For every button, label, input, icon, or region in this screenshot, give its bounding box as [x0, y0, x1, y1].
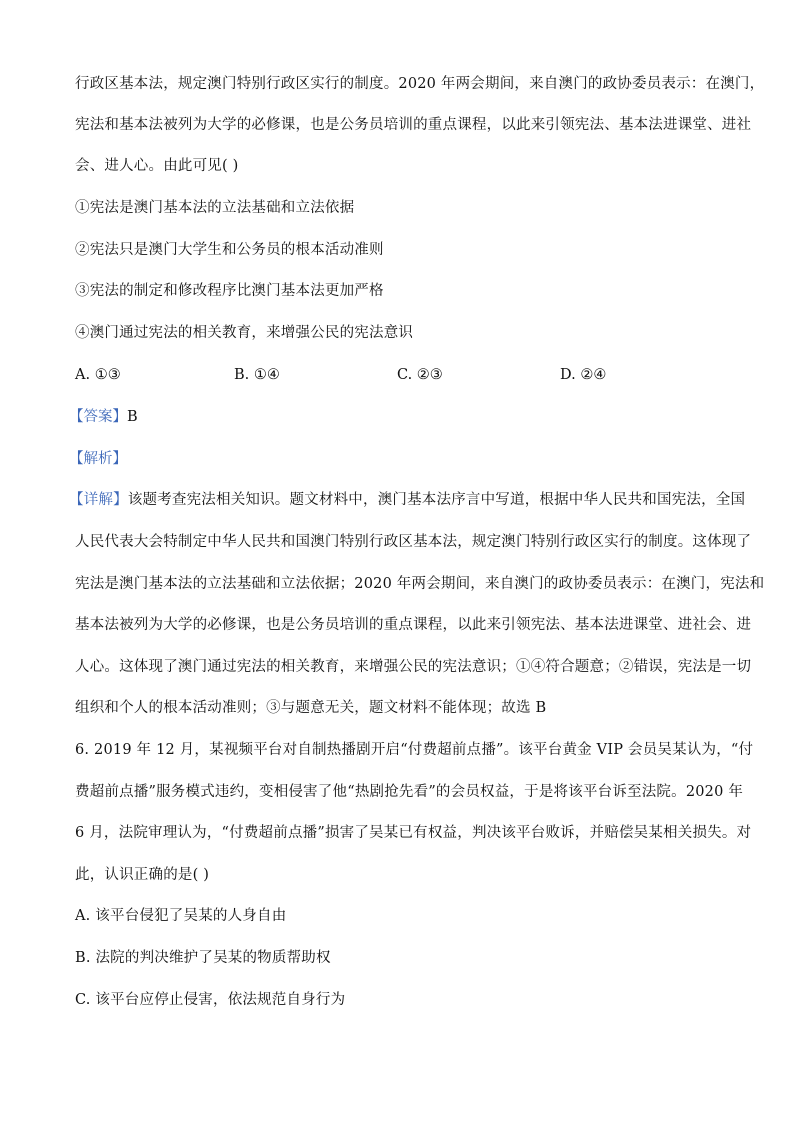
answer-value: B	[127, 409, 138, 425]
q6-option-b: B. 法院的判决维护了吴某的物质帮助权	[75, 950, 331, 966]
analysis-tag: 【解析】	[69, 451, 127, 467]
q5-statement-2: ②宪法只是澳门大学生和公务员的根本活动准则	[75, 242, 384, 258]
q5-statement-1: ①宪法是澳门基本法的立法基础和立法依据	[75, 200, 355, 216]
q6-line-2: 费超前点播”服务模式违约，变相侵害了他“热剧抢先看”的会员权益，于是将该平台诉至法院。2020 年	[75, 784, 744, 800]
detail-text-1: 该题考查宪法相关知识。题文材料中，澳门基本法序言中写道，根据中华人民共和国宪法，全国	[127, 492, 746, 508]
q5-statement-3: ③宪法的制定和修改程序比澳门基本法更加严格	[75, 283, 384, 299]
q6-line-3: 6 月，法院审理认为，“付费超前点播”损害了吴某已有权益，判决该平台败诉，并赔偿吴某相关损失。对	[75, 825, 752, 841]
q6-option-a: A. 该平台侵犯了吴某的人身自由	[75, 908, 287, 924]
q5-statement-4: ④澳门通过宪法的相关教育，来增强公民的宪法意识	[75, 325, 414, 341]
q6-option-c: C. 该平台应停止侵害，依法规范自身行为	[75, 992, 346, 1008]
detail-line-4: 基本法被列为大学的必修课，也是公务员培训的重点课程，以此来引领宪法、基本法进课堂、进社会、进	[75, 617, 752, 633]
q5-option-c: C. ②③	[397, 367, 443, 383]
detail-line-3: 宪法是澳门基本法的立法基础和立法依据；2020 年两会期间，来自澳门的政协委员表示：在澳门，宪法和	[75, 576, 765, 592]
answer-line	[69, 407, 138, 427]
detail-line-1	[69, 490, 746, 510]
answer-tag: 【答案】	[69, 409, 127, 425]
q5-line-2: 宪法和基本法被列为大学的必修课，也是公务员培训的重点课程，以此来引领宪法、基本法进课堂、进社	[75, 117, 752, 133]
q6-line-4: 此，认识正确的是( )	[75, 867, 210, 883]
q5-line-3: 会、进人心。由此可见( )	[75, 158, 239, 174]
detail-tag: 【详解】	[69, 492, 128, 508]
q5-option-d: D. ②④	[560, 367, 607, 383]
q6-line-1: 6. 2019 年 12 月，某视频平台对自制热播剧开启“付费超前点播”。该平台黄金 VIP 会员吴某认为，“付	[75, 742, 754, 758]
q5-option-b: B. ①④	[234, 367, 280, 383]
q5-line-1: 行政区基本法，规定澳门特别行政区实行的制度。2020 年两会期间，来自澳门的政协委员表示：在澳门，	[75, 76, 765, 92]
detail-line-6: 组织和个人的根本活动准则；③与题意无关，题文材料不能体现；故选 B	[75, 700, 547, 716]
detail-line-2: 人民代表大会特制定中华人民共和国澳门特别行政区基本法，规定澳门特别行政区实行的制度。这体现了	[75, 534, 752, 550]
detail-line-5: 人心。这体现了澳门通过宪法的相关教育，来增强公民的宪法意识；①④符合题意；②错误，宪法是一切	[75, 659, 752, 675]
q5-option-a: A. ①③	[75, 367, 121, 383]
